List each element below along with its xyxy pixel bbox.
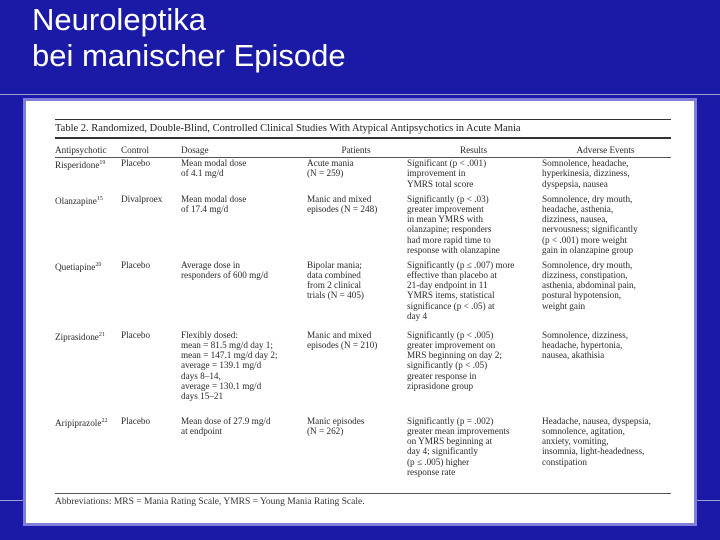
cell-patients	[307, 416, 407, 494]
cell-results	[407, 158, 542, 194]
cell-patients	[307, 194, 407, 260]
dosage-text: Mean modal dose of 17.4 mg/d	[181, 193, 247, 214]
results-text: Significant (p < .001) improvement in YMRS total score	[407, 158, 487, 189]
cell-dosage	[181, 158, 307, 194]
results-text: Significantly (p ≤ .007) more effective than placebo at 21-day endpoint in 11 YMRS items, statistical significance (p < .05) at day 4	[407, 259, 515, 321]
cell-dosage	[181, 330, 307, 416]
table-header-rule	[55, 137, 671, 139]
adverse-text: Headache, nausea, dyspepsia, somnolence, agitation, anxiety, vomiting, insomnia, light-headedness, constipation	[542, 415, 651, 467]
cell-adverse	[542, 158, 671, 194]
dosage-text: Average dose in responders of 600 mg/d	[181, 259, 269, 280]
cell-antipsychotic	[55, 194, 121, 260]
column-header: Control	[121, 145, 181, 158]
patients-text: Bipolar mania; data combined from 2 clinical trials (N = 405)	[307, 259, 364, 301]
control-text: Placebo	[121, 259, 151, 270]
table-header-row	[55, 145, 671, 158]
patients-text: Manic and mixed episodes (N = 248)	[307, 193, 378, 214]
adverse-text: Somnolence, dry mouth, dizziness, constipation, asthenia, abdominal pain, postural hypotension, weight gain	[542, 259, 636, 311]
slide-title-line-1: Neuroleptika	[32, 2, 207, 37]
control-text: Placebo	[121, 329, 151, 340]
table-top-rule	[55, 119, 671, 120]
cell-results	[407, 260, 542, 330]
divider-line	[0, 94, 720, 95]
cell-dosage	[181, 416, 307, 494]
studies-table	[55, 145, 671, 494]
dosage-text: Flexibly dosed: mean = 81.5 mg/d day 1; mean = 147.1 mg/d day 2; average = 139.1 mg/d days 8–14, average = 130.1 mg/d days 15–21	[181, 329, 278, 401]
results-text: Significantly (p = .002) greater mean improvements on YMRS beginning at day 4; significantly (p ≤ .005) higher response rate	[407, 415, 510, 477]
column-header: Dosage	[181, 145, 307, 158]
cell-antipsychotic	[55, 330, 121, 416]
table-row	[55, 416, 671, 494]
cell-antipsychotic	[55, 260, 121, 330]
control-text: Divalproex	[121, 193, 163, 204]
reference-number: 19	[99, 160, 106, 167]
cell-control	[121, 158, 181, 194]
cell-control	[121, 194, 181, 260]
cell-control	[121, 260, 181, 330]
drug-name: Olanzapine	[55, 195, 97, 206]
cell-adverse	[542, 260, 671, 330]
drug-name: Risperidone	[55, 160, 100, 171]
table-row	[55, 158, 671, 194]
drug-name: Quetiapine	[55, 261, 96, 272]
cell-patients	[307, 330, 407, 416]
column-header: Antipsychotic	[55, 145, 121, 158]
table-row	[55, 260, 671, 330]
cell-results	[407, 194, 542, 260]
reference-number: 20	[95, 261, 102, 268]
cell-dosage	[181, 260, 307, 330]
reference-number: 21	[98, 331, 105, 338]
cell-control	[121, 330, 181, 416]
adverse-text: Somnolence, dizziness, headache, hypertonia, nausea, akathisia	[542, 329, 628, 361]
cell-results	[407, 416, 542, 494]
results-text: Significantly (p < .03) greater improvement in mean YMRS with olanzapine; responders had more rapid time to response with olanzapine	[407, 193, 500, 255]
reference-number: 15	[96, 195, 103, 202]
results-text: Significantly (p < .005) greater improvement on MRS beginning on day 2; significantly (p < .05) greater response in ziprasidone group	[407, 329, 502, 391]
dosage-text: Mean modal dose of 4.1 mg/d	[181, 158, 247, 179]
table-body	[55, 158, 671, 494]
table-row	[55, 330, 671, 416]
control-text: Placebo	[121, 158, 151, 169]
control-text: Placebo	[121, 415, 151, 426]
cell-patients	[307, 260, 407, 330]
dosage-text: Mean dose of 27.9 mg/d at endpoint	[181, 415, 271, 436]
cell-patients	[307, 158, 407, 194]
patients-text: Acute mania (N = 259)	[307, 158, 354, 179]
drug-name: Ziprasidone	[55, 331, 99, 342]
table-title: Table 2. Randomized, Double-Blind, Controlled Clinical Studies With Atypical Antipsychotics in Acute Mania	[55, 123, 521, 134]
cell-adverse	[542, 416, 671, 494]
cell-antipsychotic	[55, 416, 121, 494]
slide-title	[32, 2, 692, 74]
table-image-frame	[23, 98, 697, 526]
slide-title-line-2: bei manischer Episode	[32, 38, 346, 73]
adverse-text: Somnolence, dry mouth, headache, asthenia, dizziness, nausea, nervousness; significantly (p < .001) more weight gain in olanzapine group	[542, 193, 638, 255]
column-header: Adverse Events	[542, 145, 671, 158]
adverse-text: Somnolence, headache, hyperkinesia, dizziness, dyspepsia, nausea	[542, 158, 630, 189]
cell-dosage	[181, 194, 307, 260]
cell-results	[407, 330, 542, 416]
patients-text: Manic and mixed episodes (N = 210)	[307, 329, 378, 350]
cell-adverse	[542, 194, 671, 260]
column-header: Patients	[307, 145, 407, 158]
patients-text: Manic episodes (N = 262)	[307, 415, 365, 436]
reference-number: 22	[101, 417, 108, 424]
cell-antipsychotic	[55, 158, 121, 194]
table-row	[55, 194, 671, 260]
cell-adverse	[542, 330, 671, 416]
table-footnote: Abbreviations: MRS = Mania Rating Scale, YMRS = Young Mania Rating Scale.	[55, 493, 671, 507]
drug-name: Aripiprazole	[55, 417, 102, 428]
column-header: Results	[407, 145, 542, 158]
cell-control	[121, 416, 181, 494]
